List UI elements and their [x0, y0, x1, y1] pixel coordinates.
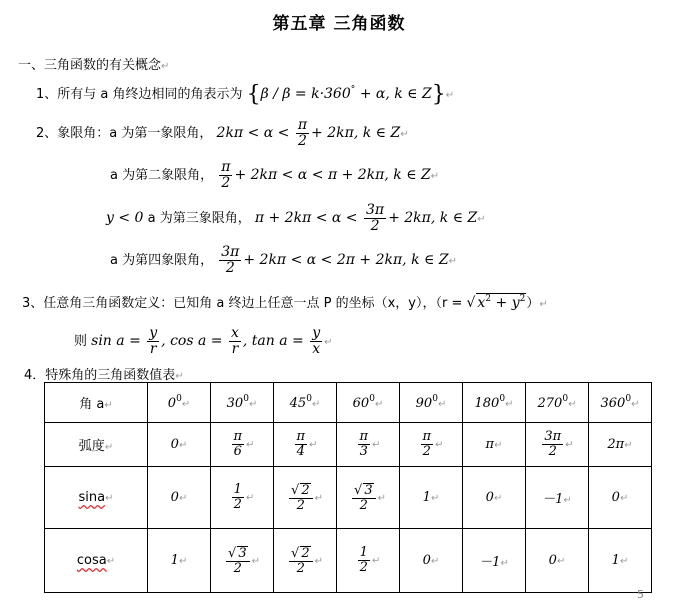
- quadrant-2-text: a 为第二象限角，: [110, 168, 214, 184]
- quadrant-2-formula: $\frac{\pi}{2}$ + 2kπ < α < π + 2kπ, k ∈ Z: [221, 159, 431, 191]
- table-cell: $\frac{√ 3}{2}$ ↵: [211, 529, 274, 593]
- quadrant-4-row: a 为第四象限角， $\frac{3\pi}{2}$ + 2kπ < α < 2π + 2kπ, k ∈ Z↵: [110, 244, 457, 276]
- header-cell: $60^0↵$: [337, 383, 400, 423]
- table-cell: 2π↵: [589, 423, 652, 467]
- table-row-cos: [45, 529, 652, 593]
- header-cell: $90^0↵$: [400, 383, 463, 423]
- item-3-formula: 则 sin a = $\frac{y}{r}$ , cos a = $\frac{x}{r}$ , tan a = $\frac{y}{x}$ ↵: [74, 325, 333, 357]
- quadrant-4-formula: $\frac{3\pi}{2}$ + 2kπ < α < 2π + 2kπ, k ∈ Z: [221, 244, 449, 276]
- trig-values-table: [44, 382, 652, 593]
- quadrant-3-formula: π + 2kπ < α < $\frac{3\pi}{2}$ + 2kπ, k ∈ Z: [254, 202, 478, 234]
- table-header-row: [45, 383, 652, 423]
- table-cell: 1↵: [589, 529, 652, 593]
- table-cell: $\frac{√ 3}{2}$ ↵: [337, 467, 400, 529]
- table-cell: $\frac{\pi}{6}$ ↵: [211, 423, 274, 467]
- item-3: 3、任意角三角函数定义：已知角 a 终边上任意一点 P 的坐标（x，y），（r = √ $x^2$ + $y^2)↵$: [22, 294, 548, 311]
- header-cell: $45^0↵$: [274, 383, 337, 423]
- header-cell: $270^0↵$: [526, 383, 589, 423]
- table-cell: π↵: [463, 423, 526, 467]
- header-cell: $360^0↵$: [589, 383, 652, 423]
- header-cell-angle: 角 a↵: [45, 383, 148, 423]
- table-cell: $\frac{3\pi}{2}$ ↵: [526, 423, 589, 467]
- header-cell: $30^0↵$: [211, 383, 274, 423]
- table-cell: 0↵: [148, 467, 211, 529]
- quadrant-1-text: a 为第一象限角，: [109, 126, 213, 142]
- table-cell: $\frac{1}{2}$ ↵: [211, 467, 274, 529]
- item-4-heading: 4．特殊角的三角函数值表↵: [24, 368, 184, 383]
- header-cell: $180^0↵$: [463, 383, 526, 423]
- item-2-label: 2、象限角：: [36, 126, 110, 142]
- table-cell: $\frac{\pi}{2}$ ↵: [400, 423, 463, 467]
- item-1-formula: {β / β = k·360° + α, k ∈ Z}: [246, 82, 446, 107]
- table-row-radian: [45, 423, 652, 467]
- table-cell: $\frac{√ 2}{2}$ ↵: [274, 529, 337, 593]
- quadrant-4-text: a 为第四象限角，: [110, 253, 214, 269]
- row-label-cos: cosa↵: [45, 529, 148, 593]
- table-cell: 1↵: [148, 529, 211, 593]
- quadrant-2-row: a 为第二象限角， $\frac{\pi}{2}$ + 2kπ < α < π + 2kπ, k ∈ Z↵: [110, 159, 440, 191]
- row-label-radian: 弧度↵: [45, 423, 148, 467]
- quadrant-1-row: 2、象限角：a 为第一象限角， 2kπ < α < $\frac{\pi}{2}$ + 2kπ, k ∈ Z↵: [36, 117, 409, 149]
- table-cell: 0↵: [400, 529, 463, 593]
- table-cell: 0↵: [463, 467, 526, 529]
- quadrant-3-row: y < 0 a 为第三象限角， π + 2kπ < α < $\frac{3\pi}{2}$ + 2kπ, k ∈ Z↵: [106, 202, 486, 234]
- quadrant-3-prefix: y < 0: [106, 210, 144, 227]
- table-cell: 0↵: [526, 529, 589, 593]
- header-cell: $0^0↵$: [148, 383, 211, 423]
- row-label-sin: sina↵: [45, 467, 148, 529]
- table-cell: －1↵: [526, 467, 589, 529]
- table-row-sin: [45, 467, 652, 529]
- item-1: 1、所有与 a 角终边相同的角表示为 {β / β = k·360° + α, k ∈ Z}↵: [36, 82, 455, 107]
- table-cell: 0↵: [148, 423, 211, 467]
- page-number: 5: [637, 588, 644, 601]
- table-cell: $\frac{\pi}{4}$ ↵: [274, 423, 337, 467]
- table-cell: 0↵: [589, 467, 652, 529]
- page-title: 第五章 三角函数: [272, 14, 406, 34]
- table-cell: －1↵: [463, 529, 526, 593]
- table-cell: $\frac{\pi}{3}$ ↵: [337, 423, 400, 467]
- quadrant-3-text: a 为第三象限角，: [147, 211, 251, 227]
- quadrant-1-formula: 2kπ < α < $\frac{\pi}{2}$ + 2kπ, k ∈ Z: [216, 117, 401, 149]
- section-heading: 一、三角函数的有关概念↵: [18, 58, 170, 73]
- item-1-text: 1、所有与 a 角终边相同的角表示为: [36, 87, 243, 102]
- table-cell: $\frac{1}{2}$ ↵: [337, 529, 400, 593]
- table-cell: $\frac{√ 2}{2}$ ↵: [274, 467, 337, 529]
- table-cell: 1↵: [400, 467, 463, 529]
